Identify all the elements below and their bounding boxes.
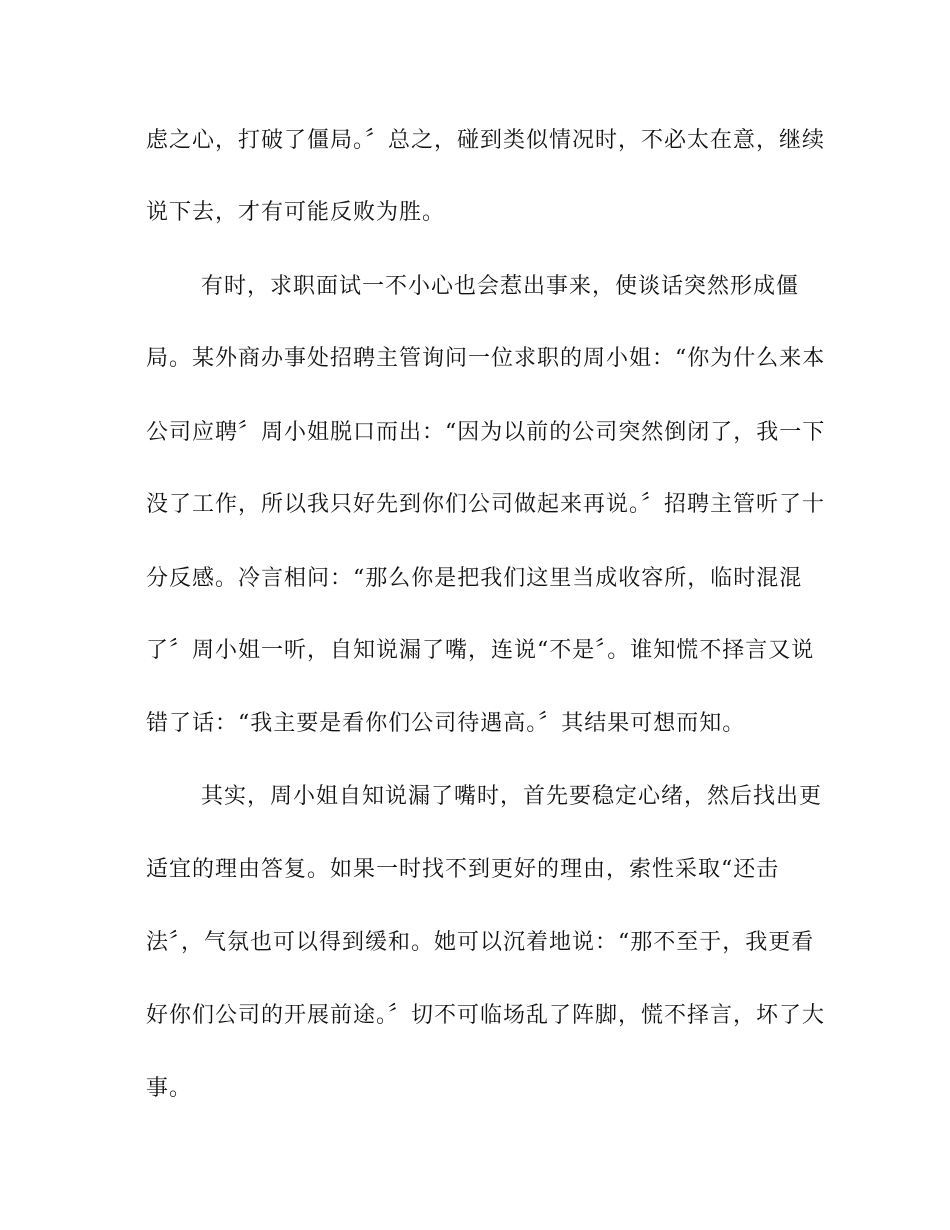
text-line: 虑之心，打破了僵局。〞总之，碰到类似情况时，不必太在意，继续 — [146, 128, 826, 153]
text-line: 没了工作，所以我只好先到你们公司做起来再说。〞招聘主管听了十 — [146, 492, 826, 517]
text-line: 了〞周小姐一听，自知说漏了嘴，连说“不是〞。谁知慌不择言又说 — [146, 638, 815, 663]
text-line: 公司应聘〞周小姐脱口而出：“因为以前的公司突然倒闭了，我一下 — [146, 420, 826, 445]
text-line: 局。某外商办事处招聘主管询问一位求职的周小姐：“你为什么来本 — [146, 346, 826, 371]
text-line: 错了话：“我主要是看你们公司待遇高。〞其结果可想而知。 — [146, 711, 746, 736]
text-line: 说下去，才有可能反败为胜。 — [146, 200, 446, 225]
text-line: 适宜的理由答复。如果一时找不到更好的理由，索性采取“还击 — [146, 857, 780, 882]
paragraph-start-line: 其实，周小姐自知说漏了嘴时，首先要稳定心绪，然后找出更 — [201, 784, 823, 809]
text-line: 法〞，气氛也可以得到缓和。她可以沉着地说：“那不至于，我更看 — [146, 930, 815, 955]
text-line: 好你们公司的开展前途。〞切不可临场乱了阵脚，慌不择言，坏了大 — [146, 1003, 826, 1028]
paragraph-start-line: 有时，求职面试一不小心也会惹出事来，使谈话突然形成僵 — [201, 274, 800, 299]
text-line: 分反感。冷言相问：“那么你是把我们这里当成收容所，临时混混 — [146, 566, 803, 591]
text-line: 事。 — [146, 1076, 193, 1101]
